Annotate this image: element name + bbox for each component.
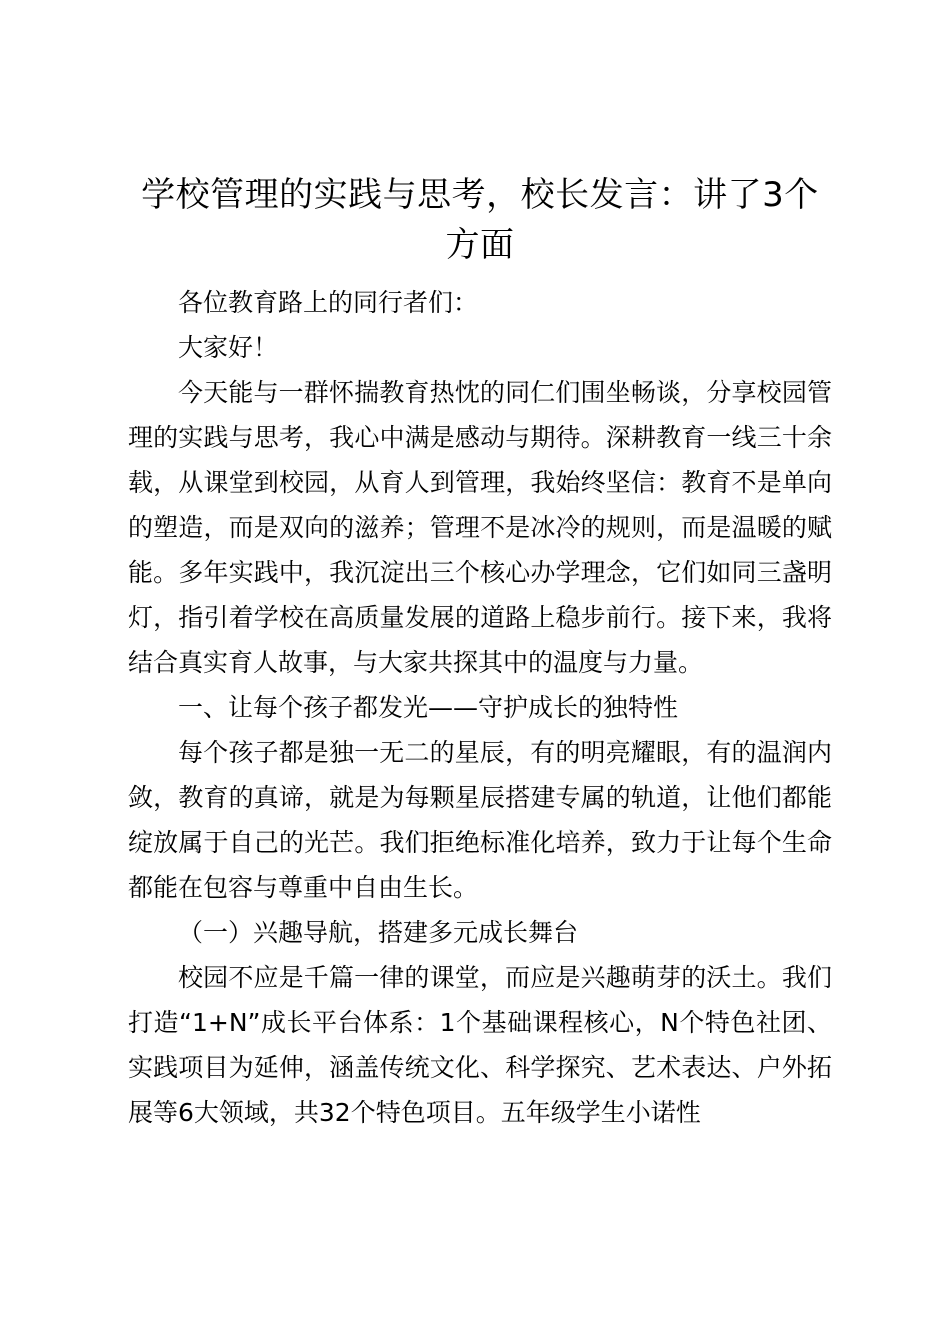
section-heading-1: 一、让每个孩子都发光——守护成长的独特性: [178, 693, 679, 722]
intro-paragraph: 今天能与一群怀揣教育热忱的同仁们围坐畅谈，分享校园管理的实践与思考，我心中满是感动与期待。深耕教育一线三十余载，从课堂到校园，从育人到管理，我始终坚信：教育不是单向的塑造，而是双向的滋养；管理不是冰冷的规则，而是温暖的赋能。多年实践中，我沉淀出三个核心办学理念，它们如同三盏明灯，指引着学校在高质量发展的道路上稳步前行。接下来，我将结合真实育人故事，与大家共探其中的温度与力量。: [128, 378, 832, 677]
document-page: [128, 170, 832, 1135]
subsection-1-1-paragraph: 校园不应是千篇一律的课堂，而应是兴趣萌芽的沃土。我们打造“1+N”成长平台体系：1个基础课程核心，N个特色社团、实践项目为延伸，涵盖传统文化、科学探究、艺术表达、户外拓展等6大领域，共32个特色项目。五年级学生小诺性: [128, 963, 832, 1127]
document-title: 学校管理的实践与思考，校长发言：讲了3个方面: [141, 175, 819, 265]
section-1-paragraph: 每个孩子都是独一无二的星辰，有的明亮耀眼，有的温润内敛，教育的真谛，就是为每颗星辰搭建专属的轨道，让他们都能绽放属于自己的光芒。我们拒绝标准化培养，致力于让每个生命都能在包容与尊重中自由生长。: [128, 738, 832, 902]
subsection-heading-1-1: （一）兴趣导航，搭建多元成长舞台: [178, 918, 579, 947]
greeting: 大家好！: [178, 333, 279, 362]
salutation: 各位教育路上的同行者们：: [178, 288, 479, 317]
